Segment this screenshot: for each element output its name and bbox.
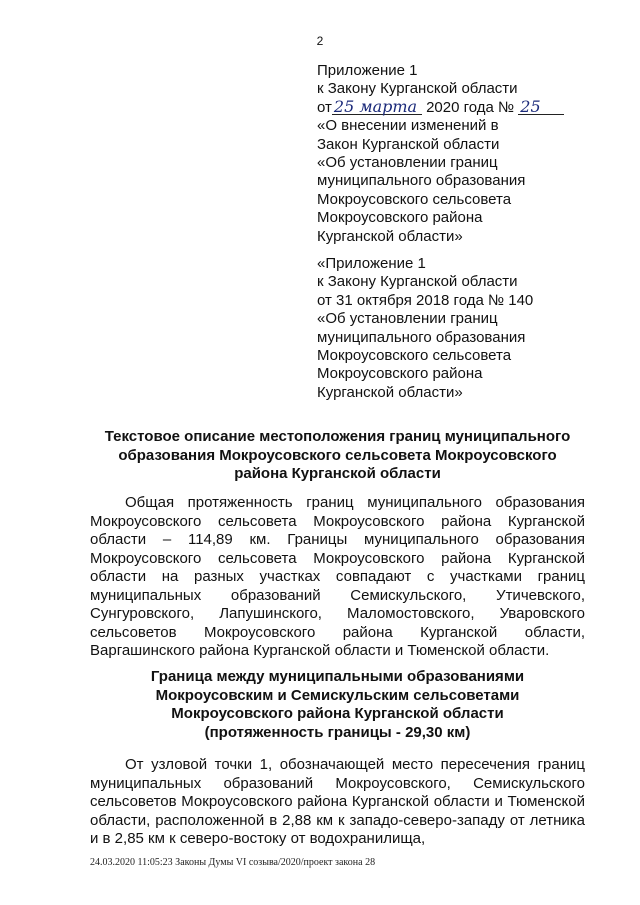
appendix-title-line: «О внесении изменений в xyxy=(317,117,499,135)
appendix-title-line: Мокроусовского района xyxy=(317,209,483,227)
date-prefix: от xyxy=(317,98,332,116)
document-footer: 24.03.2020 11:05:23 Законы Думы VI созыва/2020/проект закона 28 xyxy=(90,857,376,868)
section-title-line: Мокроусовского района Курганской области xyxy=(171,705,504,722)
body-paragraph: От узловой точки 1, обозначающей место пересечения границ муниципальных образований Мокроусовского, Семискульского сельсоветов Мокроусовского района Курганской области и Тюменской области, расположенной в 2,88 км к западо-северо-западу от летника и в 2,85 км к северо-востоку от водохранилища, xyxy=(90,756,585,847)
appendix-original-line: Мокроусовского района xyxy=(317,365,483,383)
appendix-original-line: муниципального образования xyxy=(317,328,526,346)
appendix-label: Приложение 1 xyxy=(317,62,418,79)
page-number: 2 xyxy=(316,34,324,48)
appendix-title-line: муниципального образования xyxy=(317,172,526,190)
section-title-line: (протяженность границы - 29,30 км) xyxy=(204,723,471,741)
section-title-line: Граница между муниципальными образованиями xyxy=(150,668,525,685)
appendix-original-line: «Приложение 1 xyxy=(317,255,426,272)
appendix-title-line: Мокроусовского сельсовета xyxy=(317,190,512,208)
appendix-original-line: от 31 октября 2018 года № 140 xyxy=(317,291,534,309)
section-title xyxy=(90,668,585,742)
handwritten-number: 25 xyxy=(518,99,564,115)
appendix-date-line xyxy=(317,96,617,117)
appendix-amendment-block xyxy=(317,62,617,246)
appendix-original-block xyxy=(317,255,617,402)
appendix-title-line: Курганской области» xyxy=(317,227,463,245)
body-paragraph: Общая протяженность границ муниципального образования Мокроусовского сельсовета Мокроусовского района Курганской области – 114,89 км. Границы муниципального образования Мокроусовского сельсовета Мокроусовского района Курганской области на разных участках совпадают с участками границ муниципальных образований Семискульского, Утичевского, Сунгуровского, Лапушинского, Маломостовского, Уваровского сельсоветов Мокроусовского района Курганской области, Варгашинского района Курганской области и Тюменской области. xyxy=(90,494,585,659)
year-text: 2020 года № xyxy=(426,98,515,116)
appendix-title-line: Закон Курганской области xyxy=(317,135,500,153)
appendix-title-line: «Об установлении границ xyxy=(317,154,498,172)
appendix-original-line: Мокроусовского сельсовета xyxy=(317,347,512,365)
appendix-law-ref: к Закону Курганской области xyxy=(317,80,518,98)
handwritten-date: 25 марта xyxy=(332,99,422,115)
appendix-original-line: Курганской области» xyxy=(317,383,463,401)
appendix-original-line: к Закону Курганской области xyxy=(317,273,518,291)
appendix-original-line: «Об установлении границ xyxy=(317,310,498,328)
section-title: Текстовое описание местоположения границ муниципального образования Мокроусовского сельсовета Мокроусовского района Курганской области xyxy=(104,428,571,482)
section-title-line: Мокроусовским и Семискульским сельсоветами xyxy=(155,686,520,704)
